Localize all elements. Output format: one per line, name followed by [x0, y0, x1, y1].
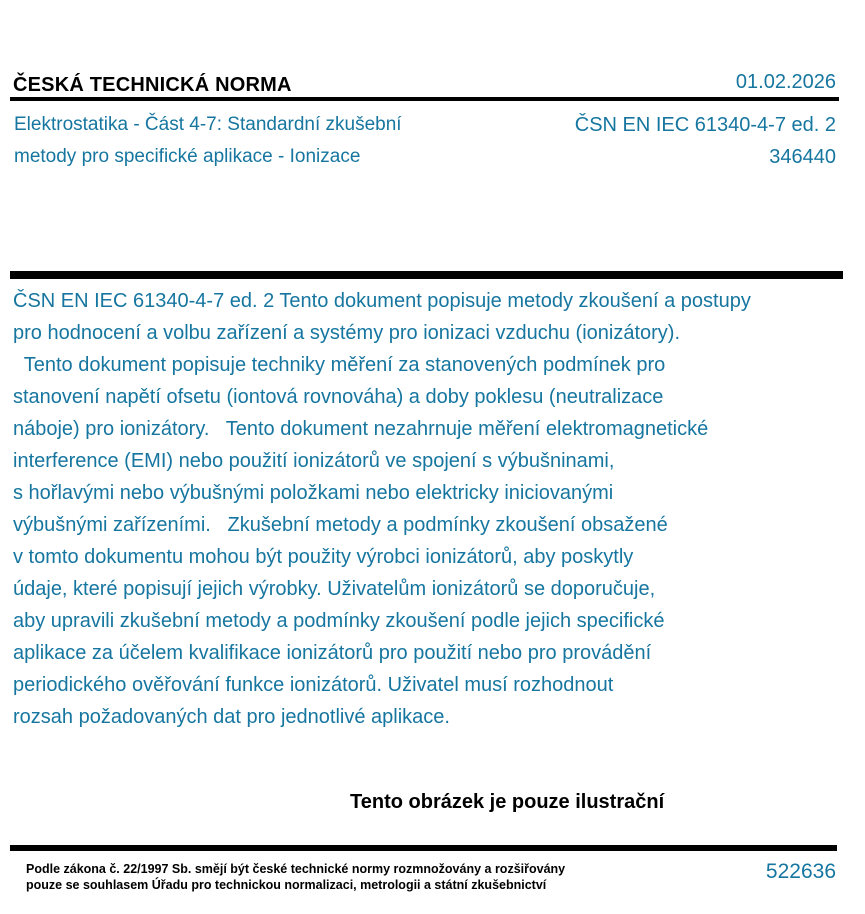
abstract-line: výbušnými zařízeními. Zkušební metody a podmínky zkoušení obsažené [13, 514, 668, 536]
abstract-line: aby upravili zkušební metody a podmínky zkoušení podle jejich specifické [13, 610, 665, 632]
order-number: 522636 [765, 860, 836, 883]
abstract-line: údaje, které popisují jejich výrobky. Uživatelům ionizátorů se doporučuje, [13, 578, 656, 600]
subject-title-line: metody pro specifické aplikace - Ionizace [14, 146, 361, 167]
legal-notice-line: pouze se souhlasem Úřadu pro technickou normalizaci, metrologii a státní zkušebnictví [26, 877, 547, 892]
abstract-line: interference (EMI) nebo použití ionizátorů ve spojení s výbušninami, [13, 450, 615, 472]
separator-rule [10, 271, 843, 279]
abstract-line: stanovení napětí ofsetu (iontová rovnováha) a doby poklesu (neutralizace [13, 386, 664, 408]
abstract-line: pro hodnocení a volbu zařízení a systémy pro ionizaci vzduchu (ionizátory). [13, 322, 681, 344]
legal-notice-line: Podle zákona č. 22/1997 Sb. smějí být české technické normy rozmnožovány a rozšiřovány [26, 862, 566, 876]
issue-date: 01.02.2026 [735, 71, 836, 93]
abstract-line: ČSN EN IEC 61340-4-7 ed. 2 Tento dokument popisuje metody zkoušení a postupy [13, 290, 751, 312]
norm-title: ČESKÁ TECHNICKÁ NORMA [13, 74, 292, 96]
abstract-text [13, 285, 751, 733]
subject-title-line: Elektrostatika - Část 4-7: Standardní zkušební [14, 114, 402, 135]
abstract-line: rozsah požadovaných dat pro jednotlivé aplikace. [13, 706, 450, 728]
standard-designation: ČSN EN IEC 61340-4-7 ed. 2 [574, 114, 836, 136]
abstract-line: Tento dokument popisuje techniky měření za stanovených podmínek pro [13, 354, 666, 376]
abstract-line: s hořlavými nebo výbušnými položkami nebo elektricky iniciovanými [13, 482, 614, 504]
subject-title [14, 109, 402, 173]
designation-block [575, 109, 836, 173]
abstract-line: v tomto dokumentu mohou být použity výrobci ionizátorů, aby poskytly [13, 546, 634, 568]
abstract-line: periodického ověřování funkce ionizátorů. Uživatel musí rozhodnout [13, 674, 614, 696]
legal-notice [26, 862, 565, 893]
abstract-line: náboje) pro ionizátory. Tento dokument nezahrnuje měření elektromagnetické [13, 418, 709, 440]
header-rule [10, 97, 839, 101]
footer-rule [10, 845, 837, 851]
class-number: 346440 [769, 146, 836, 168]
illustration-note: Tento obrázek je pouze ilustrační [350, 791, 665, 813]
abstract-line: aplikace za účelem kvalifikace ionizátorů pro použití nebo pro provádění [13, 642, 652, 664]
